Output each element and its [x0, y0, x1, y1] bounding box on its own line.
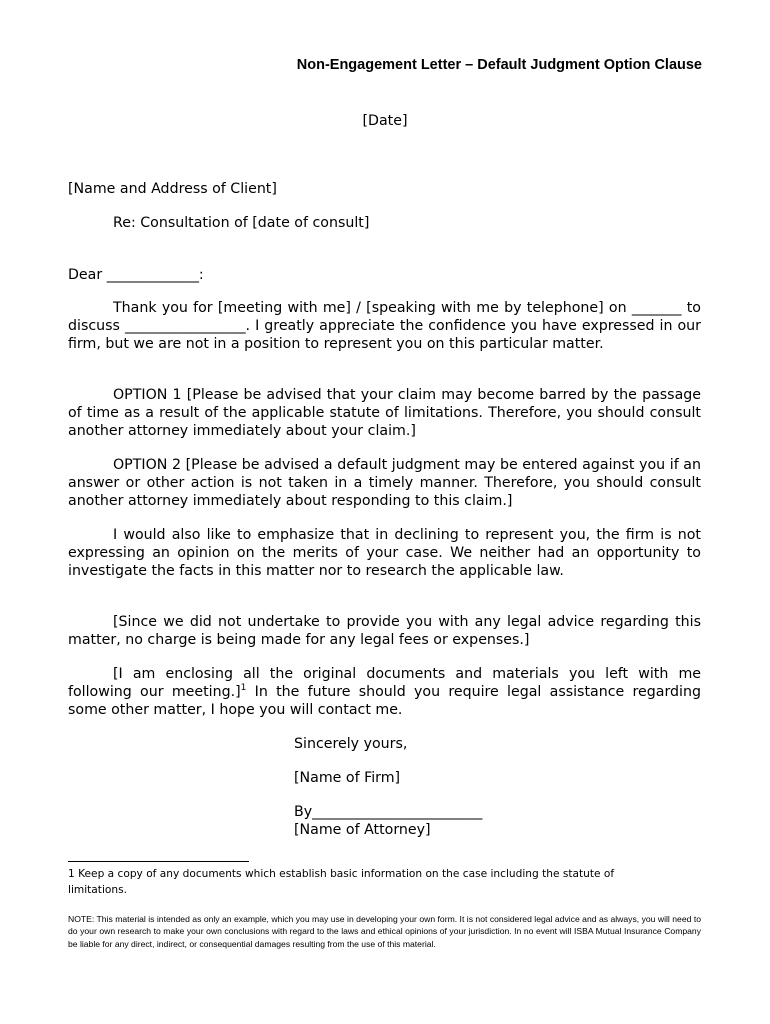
salutation: Dear _____________: [68, 267, 204, 283]
footnote [68, 867, 668, 898]
paragraph-text: I would also like to emphasize that in declining to represent you, the firm is not expressing an opinion on the merits of your case. We neither had an opportunity to investigate the facts in this matter nor to research the applicable law. [68, 527, 701, 579]
signature-closing: Sincerely yours, [294, 736, 408, 752]
paragraph-text: [I am enclosing all the original documents and materials you left with me following our meeting.] [68, 666, 701, 700]
disclaimer-note: NOTE: This material is intended as only an example, which you may use in developing your own form. It is not considered legal advice and as always, you will need to do your own research to make your own conclusions with regard to the laws and ethical opinions of your jurisdiction. In no event will ISBA Mutual Insurance Company be liable for any direct, indirect, or consequential damages resulting from the use of this material. [68, 914, 701, 949]
body-paragraph-intro [68, 299, 701, 353]
signature-by-line: By________________________ [294, 804, 483, 820]
re-line: Re: Consultation of [date of consult] [113, 215, 370, 231]
document-title: Non-Engagement Letter – Default Judgment Option Clause [296, 57, 702, 73]
paragraph-text: OPTION 2 [Please be advised a default judgment may be entered against you if an answer or other action is not taken in a timely manner. Therefore, you should consult another attorney immediately about responding to this claim.] [68, 457, 701, 509]
paragraph-text: Thank you for [meeting with me] / [speaking with me by telephone] on _______ to discuss _________________. I greatly appreciate the confidence you have expressed in our firm, but we are not in a position to represent you on this particular matter. [68, 300, 701, 352]
letter-date: [Date] [362, 113, 408, 129]
body-paragraph-disclaimer-opinion [68, 526, 701, 580]
paragraph-text: In the future should you require legal assistance regarding some other matter, I hope you will contact me. [68, 684, 701, 718]
body-paragraph-closing [68, 665, 701, 719]
footnote-marker: 1 [68, 868, 75, 880]
body-paragraph-option-1 [68, 386, 701, 440]
paragraph-text: OPTION 1 [Please be advised that your claim may become barred by the passage of time as a result of the applicable statute of limitations. Therefore, you should consult another attorney immediately about your claim.] [68, 387, 701, 439]
footnote-text: Keep a copy of any documents which establish basic information on the case including the statute of limitations. [68, 868, 615, 896]
footnote-divider [68, 861, 249, 862]
body-paragraph-no-charge [68, 613, 701, 649]
client-address: [Name and Address of Client] [68, 181, 277, 197]
paragraph-text: [Since we did not undertake to provide you with any legal advice regarding this matter, no charge is being made for any legal fees or expenses.] [68, 614, 701, 648]
footnote-reference[interactable]: 1 [240, 683, 247, 693]
body-paragraph-option-2 [68, 456, 701, 510]
signature-attorney: [Name of Attorney] [294, 822, 431, 838]
signature-firm: [Name of Firm] [294, 770, 401, 786]
